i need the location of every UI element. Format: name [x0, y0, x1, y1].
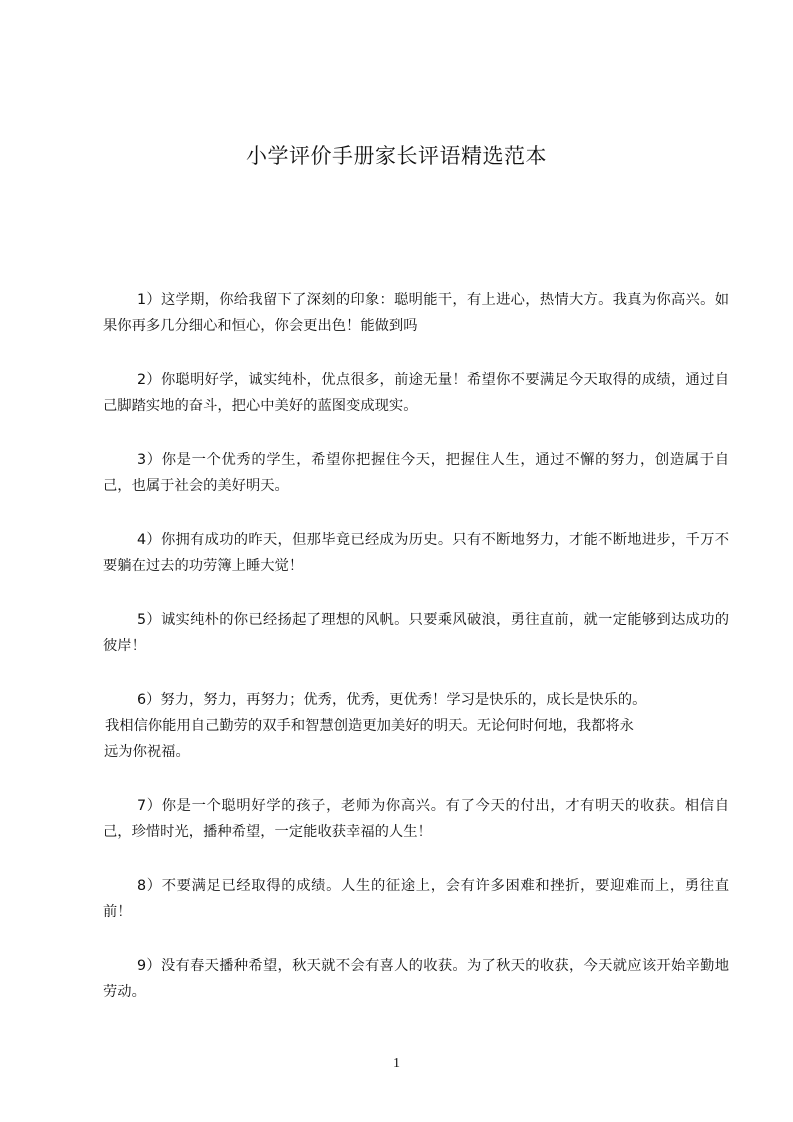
paragraph-4-text: 4）你拥有成功的昨天，但那毕竟已经成为历史。只有不断地努力，才能不断地进步，千万不要躺在过去的功劳簿上睡大觉！ [103, 532, 729, 574]
paragraph-4 [103, 527, 729, 579]
paragraph-2 [103, 367, 729, 419]
paragraph-6-line-2: 我相信你能用自己勤劳的双手和智慧创造更加美好的明天。无论何时何地，我都将永 [105, 718, 634, 734]
paragraph-1 [103, 287, 729, 339]
paragraph-6 [103, 687, 729, 765]
page-title: 小学评价手册家长评语精选范本 [246, 144, 547, 168]
paragraph-9-text: 9）没有春天播种希望，秋天就不会有喜人的收获。为了秋天的收获，今天就应该开始辛勤地劳动。 [103, 958, 729, 1000]
paragraph-7 [103, 793, 729, 845]
paragraph-2-text: 2）你聪明好学，诚实纯朴，优点很多，前途无量！希望你不要满足今天取得的成绩，通过自己脚踏实地的奋斗，把心中美好的蓝图变成现实。 [103, 372, 729, 414]
document-body [103, 287, 729, 1033]
paragraph-3 [103, 447, 729, 499]
paragraph-5 [103, 607, 729, 659]
paragraph-3-text: 3）你是一个优秀的学生，希望你把握住今天，把握住人生，通过不懈的努力，创造属于自己，也属于社会的美好明天。 [103, 452, 729, 494]
page-number: 1 [393, 1056, 400, 1071]
paragraph-7-text: 7）你是一个聪明好学的孩子，老师为你高兴。有了今天的付出，才有明天的收获。相信自己，珍惜时光，播种希望，一定能收获幸福的人生！ [103, 798, 729, 840]
paragraph-5-text: 5）诚实纯朴的你已经扬起了理想的风帆。只要乘风破浪，勇往直前，就一定能够到达成功的彼岸！ [103, 612, 729, 654]
paragraph-8-text: 8）不要满足已经取得的成绩。人生的征途上，会有许多困难和挫折，要迎难而上，勇往直前！ [103, 878, 729, 920]
paragraph-9 [103, 953, 729, 1005]
paragraph-1-text: 1）这学期，你给我留下了深刻的印象：聪明能干，有上进心，热情大方。我真为你高兴。如果你再多几分细心和恒心，你会更出色！能做到吗 [103, 292, 729, 334]
paragraph-6-line-1: 6）努力，努力，再努力；优秀，优秀，更优秀！学习是快乐的，成长是快乐的。 [137, 692, 647, 708]
paragraph-6-line-3: 远为你祝福。 [104, 744, 190, 760]
paragraph-8 [103, 873, 729, 925]
